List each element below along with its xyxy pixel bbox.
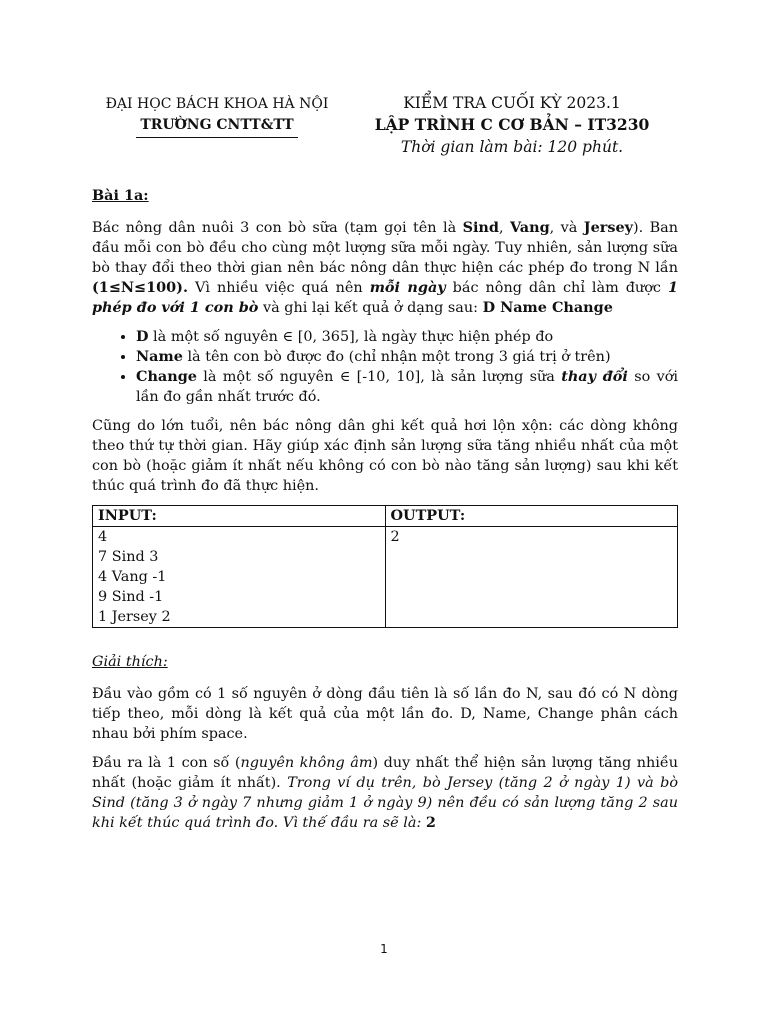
exam-duration: Thời gian làm bài: 120 phút.: [400, 138, 624, 156]
output-header: OUTPUT:: [385, 506, 678, 527]
task-paragraph: Cũng do lớn tuổi, nên bác nông dân ghi kết quả hơi lộn xộn: các dòng không theo thứ tự thời gian. Hãy giúp xác định sản lượng sữa tăng nhiều nhất của một con bò (hoặc giảm ít nhất nếu không có con bò nào tăng sản lượng) sau khi kết thúc quá trình đo đã thực hiện.: [92, 418, 678, 494]
header-right: [362, 92, 662, 158]
input-line: 7 Sind 3: [98, 549, 159, 565]
output-cell: [385, 527, 678, 628]
list-item: • Name là tên con bò được đo (chỉ nhận một trong 3 giá trị ở trên): [136, 347, 678, 367]
input-header: INPUT:: [93, 506, 386, 527]
header-left: [92, 94, 342, 138]
page-number: 1: [380, 942, 388, 956]
university-name: ĐẠI HỌC BÁCH KHOA HÀ NỘI: [105, 96, 329, 112]
course-title: LẬP TRÌNH C CƠ BẢN – IT3230: [374, 115, 650, 134]
problem-intro-paragraph: Bác nông dân nuôi 3 con bò sữa (tạm gọi tên là Sind, Vang, và Jersey). Ban đầu mỗi con bò đều cho cùng một lượng sữa mỗi ngày. Tuy nhiên, sản lượng sữa bò thay đổi theo thời gian nên bác nông dân thực hiện các phép đo trong N lần (1≤N≤100). Vì nhiều việc quá nên mỗi ngày bác nông dân chỉ làm được 1 phép đo với 1 con bò và ghi lại kết quả ở dạng sau: D Name Change: [92, 219, 679, 316]
input-line: 1 Jersey 2: [98, 609, 171, 625]
output-explanation-paragraph: Đầu ra là 1 con số (nguyên không âm) duy nhất thể hiện sản lượng tăng nhiều nhất (hoặc giảm ít nhất). Trong ví dụ trên, bò Jersey (tăng 2 ở ngày 1) và bò Sind (tăng 3 ở ngày 7 nhưng giảm 1 ở ngày 9) nên đều có sản lượng tăng 2 sau khi kết thúc quá trình đo. Vì thế đầu ra sẽ là: 2: [92, 755, 679, 831]
io-example-table: [92, 505, 678, 628]
input-line: 4 Vang -1: [98, 569, 167, 585]
school-name: TRƯỜNG CNTT&TT: [136, 115, 297, 138]
cow-name-sind: Sind: [462, 219, 499, 236]
list-item: • D là một số nguyên ∈ [0, 365], là ngày thực hiện phép đo: [136, 327, 678, 347]
cow-name-vang: Vang: [509, 219, 550, 236]
field-definition-list: [92, 327, 678, 407]
record-format: D Name Change: [482, 299, 613, 316]
emphasis-moi-ngay: mỗi ngày: [369, 279, 446, 296]
problem-title: Bài 1a:: [92, 187, 149, 204]
exam-title: KIỂM TRA CUỐI KỲ 2023.1: [403, 94, 621, 112]
problem-body: [92, 186, 678, 842]
explanation-title: Giải thích:: [92, 654, 168, 670]
input-cell: [93, 527, 386, 628]
cow-name-jersey: Jersey: [583, 219, 633, 236]
output-line: 2: [390, 529, 400, 545]
n-range: (1≤N≤100).: [92, 279, 188, 296]
input-line: 9 Sind -1: [98, 589, 164, 605]
emphasis-phep-do: 1 phép đo với 1 con bò: [92, 279, 679, 316]
input-explanation-paragraph: Đầu vào gồm có 1 số nguyên ở dòng đầu tiên là số lần đo N, sau đó có N dòng tiếp theo, mỗi dòng là kết quả của một lần đo. D, Name, Change phân cách nhau bởi phím space.: [92, 686, 678, 742]
input-line: 4: [98, 529, 108, 545]
list-item: • Change là một số nguyên ∈ [-10, 10], là sản lượng sữa thay đổi so với lần đo gần nhất trước đó.: [136, 367, 678, 407]
